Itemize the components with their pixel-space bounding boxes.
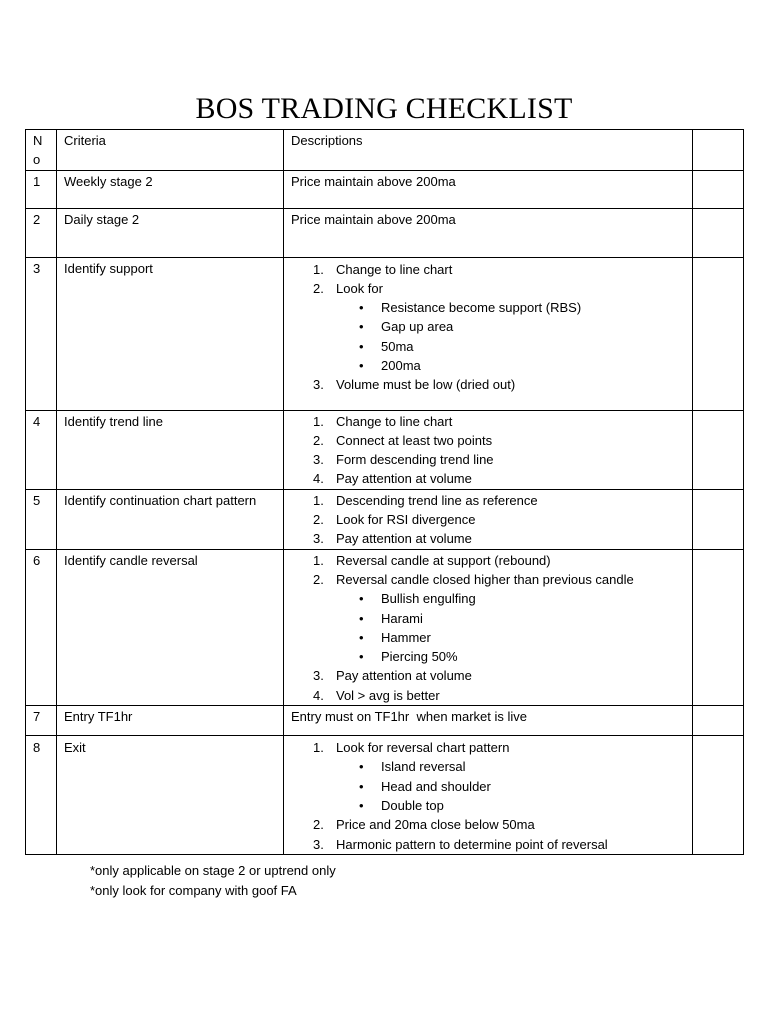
- table-row: [26, 549, 744, 705]
- checklist-table: [25, 129, 744, 855]
- header-no: No: [26, 130, 57, 171]
- description-list: [291, 412, 685, 489]
- row-number: 8: [26, 736, 57, 855]
- sub-list-item: • Harami: [336, 609, 685, 628]
- list-item: Price and 20ma close below 50ma: [336, 817, 535, 833]
- table-row: [26, 170, 744, 208]
- list-item: Pay attention at volume: [336, 471, 472, 487]
- check-cell[interactable]: [693, 257, 744, 410]
- sub-list-item: • Gap up area: [336, 317, 685, 336]
- description-list: [291, 551, 685, 705]
- row-criteria: Weekly stage 2: [57, 170, 284, 208]
- page-title: BOS TRADING CHECKLIST: [195, 92, 573, 125]
- row-number: 7: [26, 706, 57, 736]
- header-descriptions: Descriptions: [284, 130, 693, 171]
- row-description: [284, 736, 693, 855]
- footnote: *only applicable on stage 2 or uptrend only: [90, 863, 336, 878]
- row-description: [284, 549, 693, 705]
- header-criteria: Criteria: [57, 130, 284, 171]
- list-item: Pay attention at volume: [336, 668, 472, 684]
- row-criteria: Daily stage 2: [57, 208, 284, 257]
- row-description: Entry must on TF1hr when market is live: [284, 706, 693, 736]
- row-criteria: Identify candle reversal: [57, 549, 284, 705]
- check-cell[interactable]: [693, 208, 744, 257]
- list-item: Change to line chart: [336, 261, 453, 277]
- row-number: 5: [26, 489, 57, 549]
- table-row: [26, 410, 744, 489]
- row-number: 2: [26, 208, 57, 257]
- list-item: Change to line chart: [336, 413, 453, 429]
- row-criteria: Identify trend line: [57, 410, 284, 489]
- table-row: [26, 208, 744, 257]
- list-item: Reversal candle closed higher than previous candle • Bullish engulfing • Harami • Hammer • Piercing 50%: [291, 570, 685, 666]
- table-row: [26, 736, 744, 855]
- list-item: Reversal candle at support (rebound): [336, 552, 551, 568]
- row-description: [284, 410, 693, 489]
- description-list: [291, 491, 685, 549]
- footnote: *only look for company with goof FA: [90, 883, 297, 898]
- list-item: Vol > avg is better: [336, 687, 440, 703]
- list-item: Look for • Resistance become support (RBS) • Gap up area • 50ma • 200ma: [291, 279, 685, 375]
- list-item: Connect at least two points: [336, 432, 493, 448]
- list-item: Look for reversal chart pattern • Island reversal • Head and shoulder • Double top: [291, 738, 685, 815]
- row-number: 4: [26, 410, 57, 489]
- row-criteria: Entry TF1hr: [57, 706, 284, 736]
- list-item: Volume must be low (dried out): [336, 377, 516, 393]
- row-description: Price maintain above 200ma: [284, 208, 693, 257]
- footnotes: [90, 861, 336, 901]
- check-cell[interactable]: [693, 736, 744, 855]
- check-cell[interactable]: [693, 706, 744, 736]
- row-criteria: Exit: [57, 736, 284, 855]
- sub-list-item: • Bullish engulfing: [336, 589, 685, 608]
- sub-list: [336, 589, 685, 666]
- row-description: [284, 489, 693, 549]
- table-header-row: [26, 130, 744, 171]
- list-item: Form descending trend line: [336, 452, 494, 468]
- header-check: [693, 130, 744, 171]
- description-list: [291, 260, 685, 395]
- sub-list: [336, 757, 685, 815]
- sub-list-item: • Resistance become support (RBS): [336, 298, 685, 317]
- check-cell[interactable]: [693, 489, 744, 549]
- sub-list-item: • 50ma: [336, 337, 685, 356]
- table-row: [26, 257, 744, 410]
- sub-list-item: • Double top: [336, 796, 685, 815]
- sub-list-item: • Head and shoulder: [336, 777, 685, 796]
- sub-list-item: • 200ma: [336, 356, 685, 375]
- row-criteria: Identify support: [57, 257, 284, 410]
- list-item: Pay attention at volume: [336, 531, 472, 547]
- sub-list-item: • Island reversal: [336, 757, 685, 776]
- sub-list-item: • Hammer: [336, 628, 685, 647]
- row-description: [284, 257, 693, 410]
- sub-list-item: • Piercing 50%: [336, 647, 685, 666]
- check-cell[interactable]: [693, 170, 744, 208]
- row-number: 6: [26, 549, 57, 705]
- list-item: Look for RSI divergence: [336, 512, 476, 528]
- row-criteria: Identify continuation chart pattern: [57, 489, 284, 549]
- description-list: [291, 738, 685, 854]
- table-row: [26, 706, 744, 736]
- table-row: [26, 489, 744, 549]
- row-description: Price maintain above 200ma: [284, 170, 693, 208]
- row-number: 1: [26, 170, 57, 208]
- check-cell[interactable]: [693, 549, 744, 705]
- list-item: Harmonic pattern to determine point of reversal: [336, 836, 608, 852]
- row-number: 3: [26, 257, 57, 410]
- sub-list: [336, 298, 685, 375]
- check-cell[interactable]: [693, 410, 744, 489]
- list-item: Descending trend line as reference: [336, 492, 538, 508]
